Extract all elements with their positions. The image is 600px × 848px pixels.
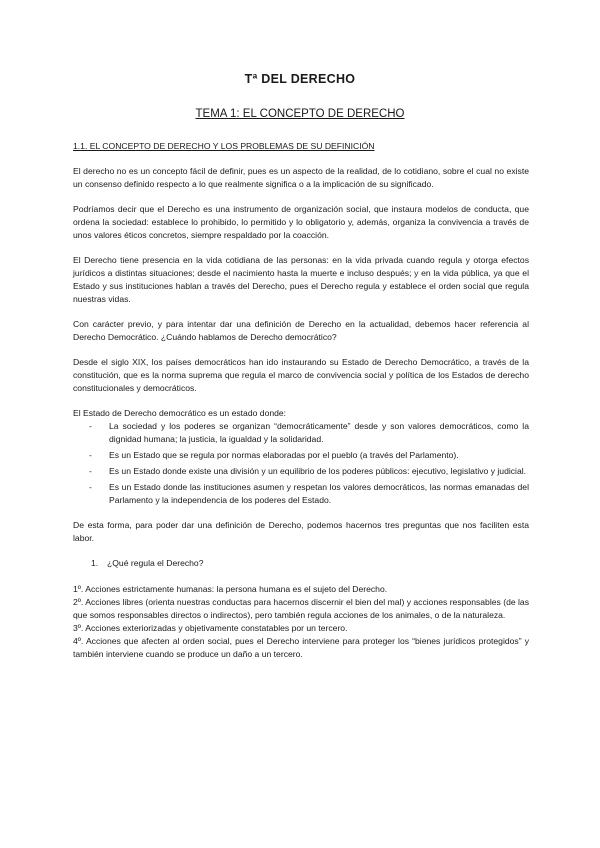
document-body bbox=[73, 140, 529, 661]
ordinal-item: 1º. Acciones estrictamente humanas: la persona humana es el sujeto del Derecho. bbox=[73, 584, 388, 594]
list-item: - La sociedad y los poderes se organizan “democráticamente” desde y son valores democráticos, como la dignidad humana; la justicia, la igualdad y la solidaridad. bbox=[73, 420, 529, 446]
paragraph: Desde el siglo XIX, los países democráticos han ido instaurando su Estado de Derecho Democrático, a través de la constitución, que es la norma suprema que regula el marco de convivencia social y política de los Estados de derecho constitucionales y democráticos. bbox=[73, 357, 529, 393]
paragraph: De esta forma, para poder dar una definición de Derecho, podemos hacernos tres preguntas que nos faciliten esta labor. bbox=[73, 520, 529, 543]
list-item: - Es un Estado donde existe una división y un equilibrio de los poderes públicos: ejecutivo, legislativo y judicial. bbox=[73, 465, 529, 478]
list-item: - Es un Estado que se regula por normas elaboradas por el pueblo (a través del Parlamento). bbox=[73, 449, 529, 462]
list-item: - Es un Estado donde las instituciones asumen y respetan los valores democráticos, las normas emanadas del Parlamento y la independencia de los poderes del Estado. bbox=[73, 481, 529, 507]
question-text: ¿Qué regula el Derecho? bbox=[107, 558, 204, 568]
paragraph: Podríamos decir que el Derecho es una instrumento de organización social, que instaura modelos de conducta, que ordena la sociedad: establece lo prohibido, lo permitido y lo obligatorio y, además, organiza la convivencia a través de unos valores éticos concretos, siempre respaldado por la coacción. bbox=[73, 204, 529, 240]
paragraph: El Derecho tiene presencia en la vida cotidiana de las personas: en la vida privada cuando regula y otorga efectos jurídicos a distintas situaciones; desde el nacimiento hasta la muerte e incluso después; y en la vida pública, ya que el Estado y sus instituciones hablan a través del Derecho, pues el Derecho regula y establece el orden social que regula nuestras vidas. bbox=[73, 255, 529, 304]
ordinal-item: 2º. Acciones libres (orienta nuestras conductas para hacernos discernir el bien del mal) y acciones responsables (de las que somos responsables directos o indirectos), pero también regula acciones de los animales, o de la naturaleza. bbox=[73, 597, 529, 620]
question-list bbox=[73, 557, 529, 570]
document-title: Tª DEL DERECHO bbox=[244, 72, 356, 86]
list-intro: El Estado de Derecho democrático es un estado donde: bbox=[73, 408, 287, 418]
topic-title: TEMA 1: EL CONCEPTO DE DERECHO bbox=[195, 108, 405, 120]
question-item bbox=[73, 557, 529, 570]
ordinal-item: 3º. Acciones exteriorizadas y objetivamente constatables por un tercero. bbox=[73, 623, 348, 633]
question-number: 1. bbox=[91, 558, 99, 568]
ordinal-item: 4º. Acciones que afecten al orden social, pues el Derecho interviene para proteger los “bienes jurídicos protegidos” y también interviene cuando se produce un daño a un tercero. bbox=[73, 636, 529, 659]
ordinal-list bbox=[73, 583, 529, 661]
section-heading: 1.1. EL CONCEPTO DE DERECHO Y LOS PROBLEMAS DE SU DEFINICIÓN bbox=[73, 141, 375, 151]
dash-list bbox=[73, 420, 529, 507]
paragraph: El derecho no es un concepto fácil de definir, pues es un aspecto de la realidad, de lo cotidiano, sobre el cual no existe un consenso definido respecto a lo que realmente significa o a la implicación de su significado. bbox=[73, 166, 529, 189]
paragraph: Con carácter previo, y para intentar dar una definición de Derecho en la actualidad, debemos hacer referencia al Derecho Democrático. ¿Cuándo hablamos de Derecho democrático? bbox=[73, 319, 529, 342]
